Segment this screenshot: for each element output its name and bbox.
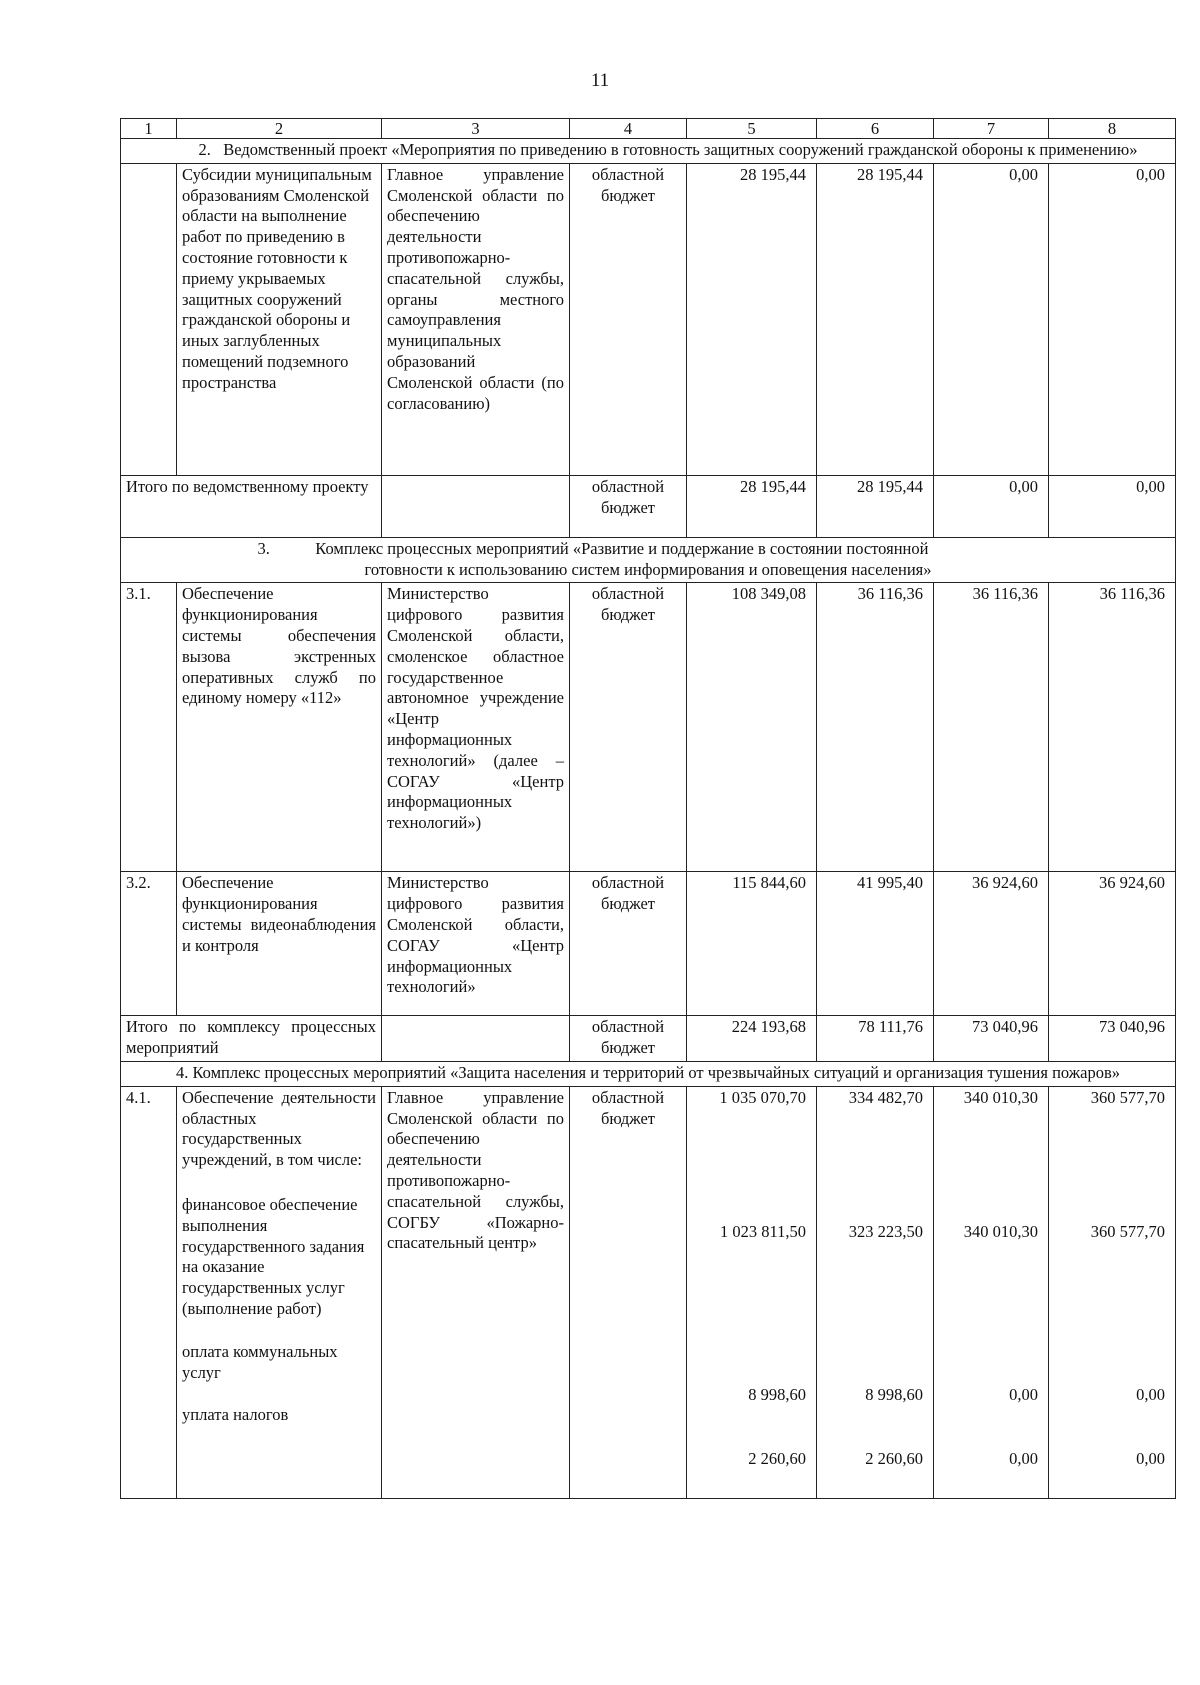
total-label: Итого по ведомственному проекту: [121, 475, 382, 537]
column-number: 6: [817, 119, 934, 139]
amount-year-3: 360 577,70: [1090, 1087, 1165, 1107]
executor: Министерство цифрового развития Смоленской области, смоленское областное государственное автономное учреждение «Центр информационных технологий» (далее – СОГАУ «Центр информационных технологий»): [382, 583, 570, 872]
amount-year-3: 0,00: [1049, 475, 1176, 537]
section-2-header: 2. Ведомственный проект «Мероприятия по приведению в готовность защитных сооружений гражданской обороны к применению»: [121, 139, 1176, 164]
total-row: [121, 475, 1176, 537]
sub-amount-year-2: 0,00: [1009, 1385, 1038, 1405]
total-label: Итого по комплексу процессных мероприятий: [121, 1016, 382, 1062]
amount-year-1: 41 995,40: [817, 872, 934, 1016]
measure-name-cell: [177, 1086, 382, 1498]
executor: [382, 1016, 570, 1062]
row-number: 4.1.: [121, 1086, 177, 1498]
sub-amount-total: 1 023 811,50: [719, 1221, 806, 1241]
sub-amount-year-3: 0,00: [1136, 1449, 1165, 1469]
sub-measure-name: оплата коммунальных услуг: [182, 1341, 338, 1382]
measure-name: Обеспечение функционирования системы видеонаблюдения и контроля: [177, 872, 382, 1016]
sub-amount-year-1: 8 998,60: [865, 1385, 923, 1405]
amount-total: 224 193,68: [687, 1016, 817, 1062]
budget-table: [120, 118, 1176, 1499]
measure-name: Обеспечение функционирования системы обеспечения вызова экстренных оперативных служб по единому номеру «112»: [177, 583, 382, 872]
amount-total-cell: [687, 1086, 817, 1498]
column-number: 4: [570, 119, 687, 139]
table-row: [121, 872, 1176, 1016]
sub-measure-name: уплата налогов: [182, 1405, 289, 1425]
sub-amount-year-2: 340 010,30: [963, 1221, 1038, 1241]
table-row: [121, 1086, 1176, 1498]
amount-year-2: 0,00: [934, 163, 1049, 475]
amount-total: 28 195,44: [687, 475, 817, 537]
column-number: 5: [687, 119, 817, 139]
section-header-row: [121, 537, 1176, 583]
amount-year-2: 0,00: [934, 475, 1049, 537]
sub-amount-total: 8 998,60: [748, 1385, 806, 1405]
amount-year-1: 36 116,36: [817, 583, 934, 872]
row-number: 3.1.: [121, 583, 177, 872]
amount-total: 108 349,08: [687, 583, 817, 872]
column-number: 3: [382, 119, 570, 139]
column-number: 7: [934, 119, 1049, 139]
section-3-header: [121, 537, 1176, 583]
executor: [382, 475, 570, 537]
amount-total: 1 035 070,70: [719, 1087, 806, 1107]
amount-year-3: 0,00: [1049, 163, 1176, 475]
sub-measure-name: финансовое обеспечение выполнения государственного задания на оказание государственных услуг (выполнение работ): [182, 1194, 365, 1318]
amount-year-2-cell: [934, 1086, 1049, 1498]
executor: Главное управление Смоленской области по обеспечению деятельности противопожарно-спасательной службы, СОГБУ «Пожарно-спасательный центр»: [382, 1086, 570, 1498]
column-number: 1: [121, 119, 177, 139]
executor: Главное управление Смоленской области по обеспечению деятельности противопожарно-спасательной службы, органы местного самоуправления муниципальных образований Смоленской области (по согласованию): [382, 163, 570, 475]
sub-amount-year-1: 2 260,60: [865, 1449, 923, 1469]
amount-year-2: 340 010,30: [963, 1087, 1038, 1107]
amount-year-1: 28 195,44: [817, 475, 934, 537]
amount-year-1: 78 111,76: [817, 1016, 934, 1062]
amount-year-2: 36 116,36: [934, 583, 1049, 872]
column-number: 2: [177, 119, 382, 139]
sub-amount-year-3: 360 577,70: [1090, 1221, 1165, 1241]
amount-year-3: 36 116,36: [1049, 583, 1176, 872]
funding-source: областной бюджет: [570, 163, 687, 475]
funding-source: областной бюджет: [570, 1086, 687, 1498]
amount-total: 115 844,60: [687, 872, 817, 1016]
sub-amount-total: 2 260,60: [748, 1449, 806, 1469]
column-number: 8: [1049, 119, 1176, 139]
section-3-header-line-1: 3. Комплекс процессных мероприятий «Развитие и поддержание в состоянии постоянной: [257, 538, 929, 558]
funding-source: областной бюджет: [570, 475, 687, 537]
section-header-row: [121, 139, 1176, 164]
table-row: [121, 163, 1176, 475]
amount-year-3-cell: [1049, 1086, 1176, 1498]
section-4-header: 4. Комплекс процессных мероприятий «Защита населения и территорий от чрезвычайных ситуаций и организация тушения пожаров»: [121, 1061, 1176, 1086]
amount-year-2: 73 040,96: [934, 1016, 1049, 1062]
total-row: [121, 1016, 1176, 1062]
amount-year-1: 28 195,44: [817, 163, 934, 475]
section-header-row: [121, 1061, 1176, 1086]
page-number: 11: [590, 70, 610, 91]
executor: Министерство цифрового развития Смоленской области, СОГАУ «Центр информационных технологий»: [382, 872, 570, 1016]
amount-year-1: 334 482,70: [848, 1087, 923, 1107]
amount-year-3: 73 040,96: [1049, 1016, 1176, 1062]
sub-amount-year-3: 0,00: [1136, 1385, 1165, 1405]
amount-total: 28 195,44: [687, 163, 817, 475]
funding-source: областной бюджет: [570, 872, 687, 1016]
amount-year-3: 36 924,60: [1049, 872, 1176, 1016]
sub-amount-year-1: 323 223,50: [848, 1221, 923, 1241]
row-number: 3.2.: [121, 872, 177, 1016]
funding-source: областной бюджет: [570, 583, 687, 872]
amount-year-2: 36 924,60: [934, 872, 1049, 1016]
measure-name: Субсидии муниципальным образованиям Смоленской области на выполнение работ по приведению в состояние готовности к приему укрываемых защитных сооружений гражданской обороны и иных заглубленных помещений подземного пространства: [177, 163, 382, 475]
section-3-header-line-2: готовности к использованию систем информирования и оповещения населения»: [364, 559, 932, 579]
table-row: [121, 583, 1176, 872]
column-numbers-row: [121, 119, 1176, 139]
row-number: [121, 163, 177, 475]
measure-name: Обеспечение деятельности областных государственных учреждений, в том числе:: [182, 1087, 376, 1170]
funding-source: областной бюджет: [570, 1016, 687, 1062]
amount-year-1-cell: [817, 1086, 934, 1498]
sub-amount-year-2: 0,00: [1009, 1449, 1038, 1469]
